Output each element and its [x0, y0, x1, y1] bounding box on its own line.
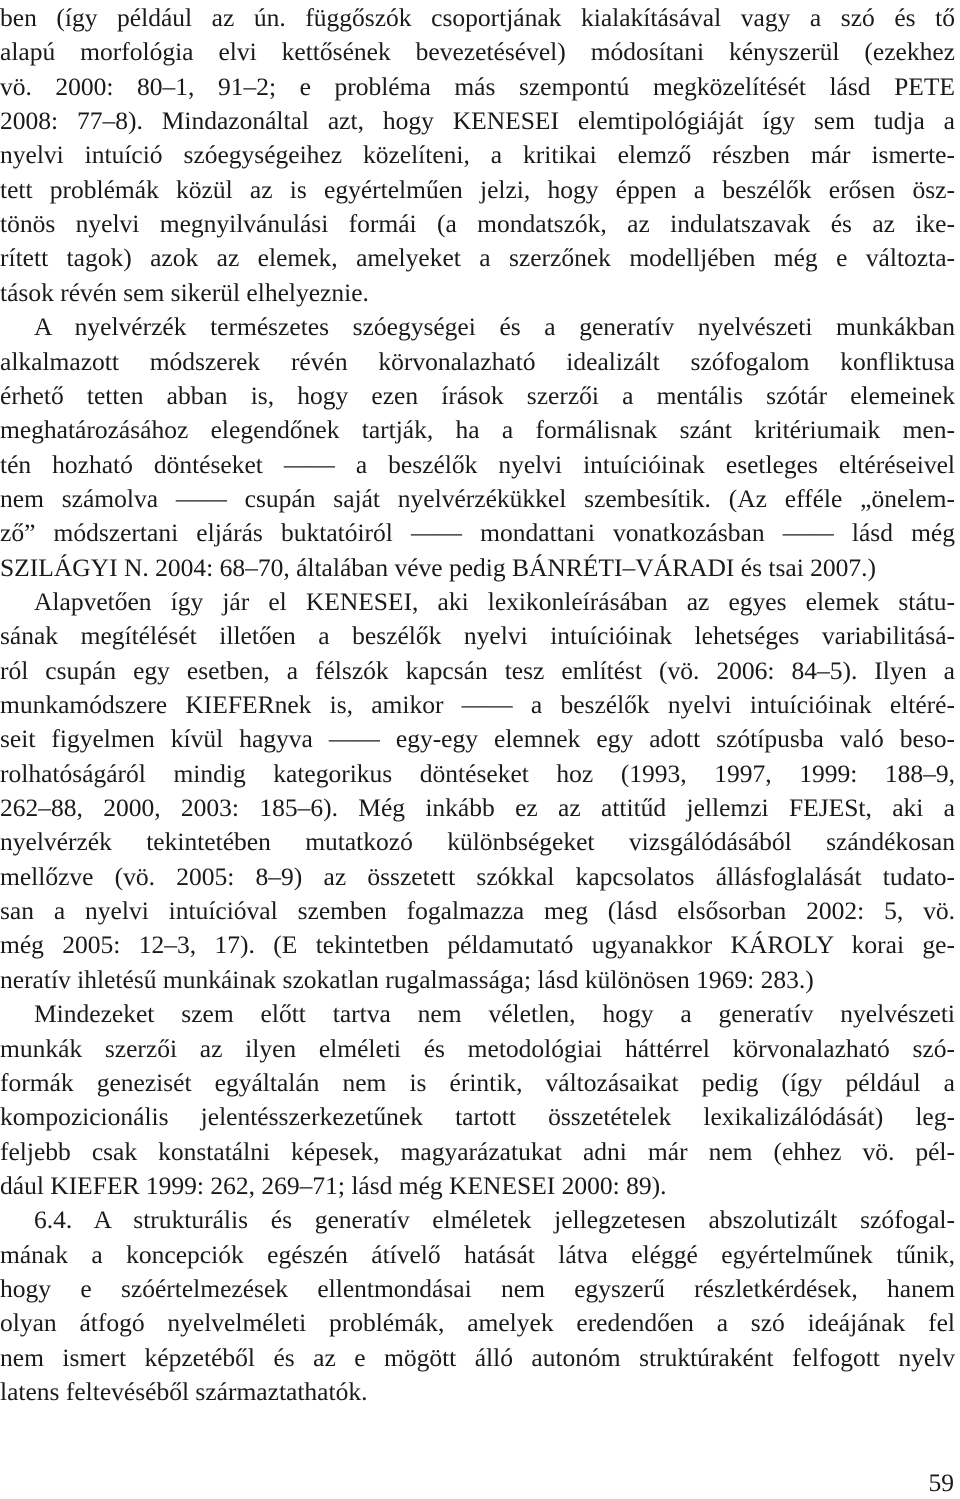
text-line: seit figyelmen kívül hagyva —— egy-egy elemnek egy adott szótípusba való beso- [0, 724, 955, 753]
text-line: mellőzve (vö. 2005: 8–9) az összetett szókkal kapcsolatos állásfoglalását tudato- [0, 862, 955, 891]
text-line: san a nyelvi intuícióval szemben fogalmazza meg (lásd elsősorban 2002: 5, vö. [0, 896, 955, 925]
text-line: tett problémák közül az is egyértelműen jelzi, hogy éppen a beszélők erősen ösz- [0, 175, 955, 204]
text-line: nem számolva —— csupán saját nyelvérzékükkel szembesítik. (Az efféle „önelem- [0, 484, 955, 513]
text-line: még 2005: 12–3, 17). (E tekintetben példamutató ugyanakkor KÁROLY korai ge- [0, 930, 955, 959]
text-line: meghatározásához elegendőnek tartják, ha a formálisnak szánt kritériumaik men- [0, 415, 955, 444]
text-line: ző” módszertani eljárás buktatóiról —— mondattani vonatkozásban —— lásd még [0, 518, 955, 547]
text-line: tönös nyelvi megnyilvánulási formái (a mondatszók, az indulatszavak és az ike- [0, 209, 955, 238]
text-line: SZILÁGYI N. 2004: 68–70, általában véve pedig BÁNRÉTI–VÁRADI és tsai 2007.) [0, 553, 877, 582]
text-line: A nyelvérzék természetes szóegységei és a generatív nyelvészeti munkákban [34, 312, 955, 341]
text-line: rített tagok) azok az elemek, amelyeket a szerzőnek modelljében még e változta- [0, 243, 955, 272]
text-line: munkák szerzői az ilyen elméleti és metodológiai háttérrel körvonalazható szó- [0, 1034, 955, 1063]
text-line: tások révén sem sikerül elhelyeznie. [0, 278, 369, 307]
text-line: ben (így például az ún. függőszók csoportjának kialakításával vagy a szó és tő [0, 3, 955, 32]
text-line: rolhatóságáról mindig kategorikus döntéseket hoz (1993, 1997, 1999: 188–9, [0, 759, 955, 788]
text-line: mának a koncepciók egészén átívelő hatását látva eléggé egyértelműnek tűnik, [0, 1240, 955, 1269]
text-line: sának megítélését illetően a beszélők nyelvi intuícióinak lehetséges variabilitásá- [0, 621, 955, 650]
text-line: formák genezisét egyáltalán nem is érintik, változásaikat pedig (így például a [0, 1068, 955, 1097]
text-line: ról csupán egy esetben, a félszók kapcsán tesz említést (vö. 2006: 84–5). Ilyen a [0, 656, 955, 685]
text-line: hogy e szóértelmezések ellentmondásai nem egyszerű részletkérdések, hanem [0, 1274, 955, 1303]
text-line: latens feltevéséből származtathatók. [0, 1377, 368, 1406]
text-line: feljebb csak konstatálni képesek, magyarázatukat adni már nem (ehhez vö. pél- [0, 1137, 955, 1166]
text-line: alkalmazott módszerek révén körvonalazható idealizált szófogalom konfliktusa [0, 347, 955, 376]
text-line: 6.4. A strukturális és generatív elméletek jellegzetesen abszolutizált szófogal- [34, 1205, 955, 1234]
text-line: Alapvetően így jár el KENESEI, aki lexikonleírásában az egyes elemek státu- [34, 587, 955, 616]
text-line: tén hozható döntéseket —— a beszélők nyelvi intuícióinak esetleges eltéréseivel [0, 450, 955, 479]
text-line: 2008: 77–8). Mindazonáltal azt, hogy KENESEI elemtipológiáját így sem tudja a [0, 106, 955, 135]
page-number: 59 [928, 1468, 954, 1497]
text-line: vö. 2000: 80–1, 91–2; e probléma más szempontú megközelítését lásd PETE [0, 72, 955, 101]
text-line: neratív ihletésű munkáinak szokatlan rugalmassága; lásd különösen 1969: 283.) [0, 965, 814, 994]
text-line: munkamódszere KIEFERnek is, amikor —— a beszélők nyelvi intuícióinak eltéré- [0, 690, 955, 719]
text-line: kompozicionális jelentésszerkezetűnek tartott összetételek lexikalizálódását) leg- [0, 1102, 955, 1131]
text-line: érhető tetten abban is, hogy ezen írások szerzői a mentális szótár elemeinek [0, 381, 955, 410]
text-line: dául KIEFER 1999: 262, 269–71; lásd még KENESEI 2000: 89). [0, 1171, 667, 1200]
text-line: 262–88, 2000, 2003: 185–6). Még inkább ez az attitűd jellemzi FEJESt, aki a [0, 793, 955, 822]
text-line: olyan átfogó nyelvelméleti problémák, amelyek eredendően a szó ideájának fel [0, 1308, 955, 1337]
text-line: nyelvi intuíció szóegységeihez közelíteni, a kritikai elemző részben már ismerte- [0, 140, 955, 169]
text-line: alapú morfológia elvi kettősének bevezetésével) módosítani kényszerül (ezekhez [0, 37, 955, 66]
text-line: nem ismert képzetéből és az e mögött álló autonóm struktúraként felfogott nyelv [0, 1343, 955, 1372]
text-line: nyelvérzék tekintetében mutatkozó különbségeket vizsgálódásából szándékosan [0, 827, 955, 856]
text-line: Mindezeket szem előtt tartva nem véletlen, hogy a generatív nyelvészeti [34, 999, 955, 1028]
